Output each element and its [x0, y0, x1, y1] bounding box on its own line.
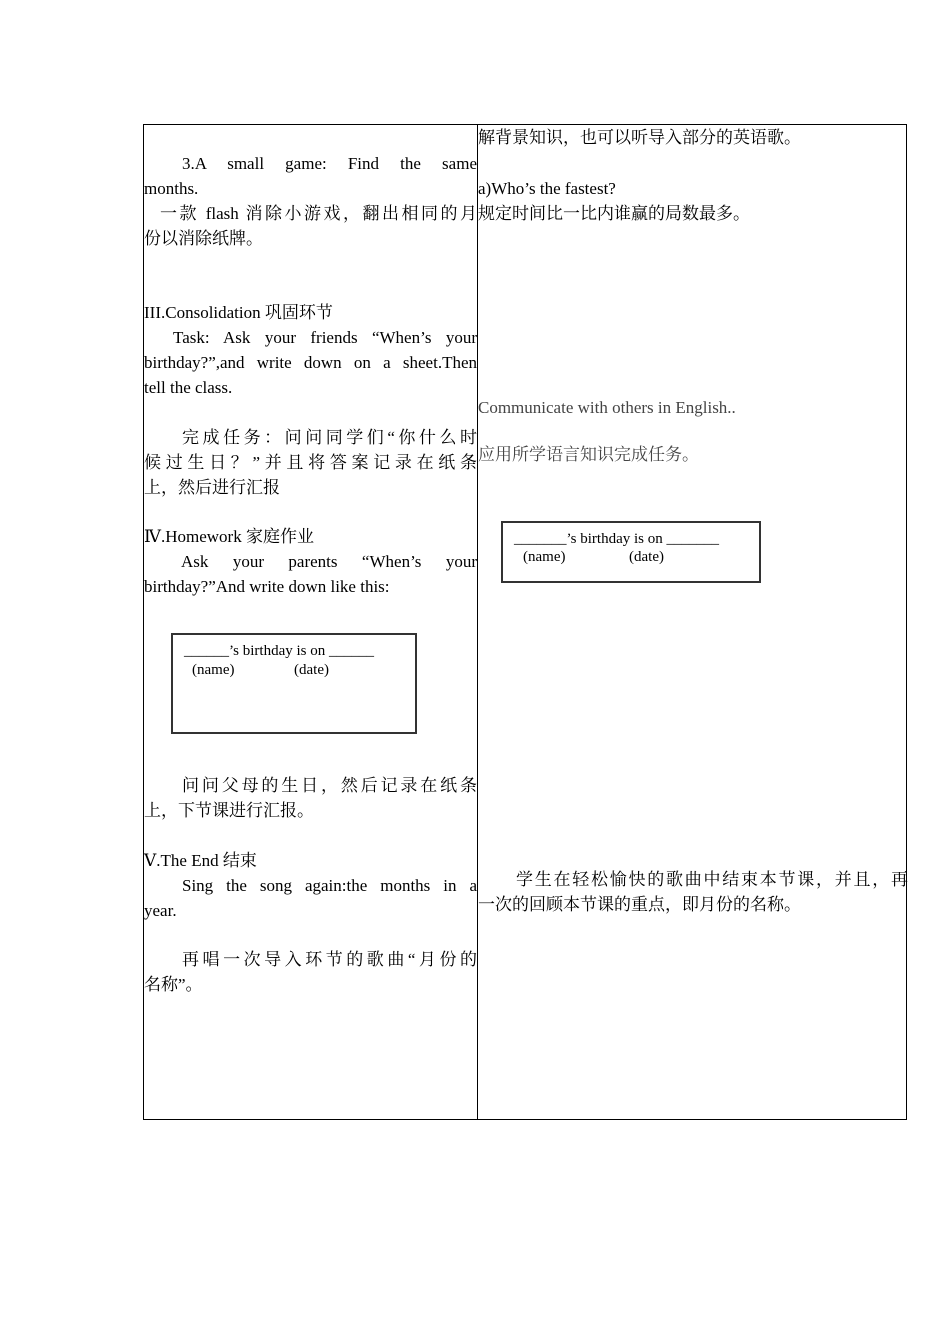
fastest-question: a)Who’s the fastest?	[478, 179, 616, 198]
task-box-name-label: (name)	[523, 549, 566, 565]
background-knowledge-line: 解背景知识，也可以听导入部分的英语歌。	[478, 128, 801, 147]
communicate-cn: 应用所学语言知识完成任务。	[478, 445, 699, 464]
end-summary-cn-line1: 学生在轻松愉快的歌曲中结束本节课，并且，再	[516, 870, 908, 889]
homework-line2: birthday?”And write down like this:	[144, 577, 390, 596]
right-column	[478, 125, 908, 1119]
homework-line1: Ask your parents “When’s your	[181, 552, 477, 571]
homework-heading: Ⅳ.Homework 家庭作业	[144, 527, 314, 546]
task-box-sentence: _______’s birthday is on _______	[514, 531, 719, 547]
left-column	[144, 125, 477, 1119]
task-sample-box	[501, 521, 761, 583]
end-line1: Sing the song again:the months in a	[182, 876, 477, 895]
task-cn-line2: 候过生日？”并且将答案记录在纸条	[144, 453, 477, 472]
task-cn-line3: 上，然后进行汇报	[144, 478, 280, 497]
end-line2: year.	[144, 901, 177, 920]
homework-cn-line2: 上，下节课进行汇报。	[144, 801, 314, 820]
lesson-plan-table	[143, 124, 907, 1120]
communicate-en: Communicate with others in English..	[478, 398, 736, 417]
game-title-line1: 3.A small game: Find the same	[182, 154, 477, 173]
end-cn-line1: 再唱一次导入环节的歌曲“月份的	[182, 950, 477, 969]
task-line1: Task: Ask your friends “When’s your	[173, 328, 477, 347]
end-cn-line2: 名称”。	[144, 975, 203, 994]
game-desc-cn-line2: 份以消除纸牌。	[144, 229, 263, 248]
fastest-cn: 规定时间比一比内谁赢的局数最多。	[478, 204, 750, 223]
game-desc-cn-line1: 一款 flash 消除小游戏，翻出相同的月	[160, 204, 477, 223]
game-title-line2: months.	[144, 179, 199, 198]
homework-box-name-label: (name)	[192, 662, 235, 678]
end-summary-cn-line2: 一次的回顾本节课的重点，即月份的名称。	[478, 895, 801, 914]
homework-box-date-label: (date)	[294, 662, 329, 678]
homework-sample-box	[171, 633, 417, 734]
task-box-date-label: (date)	[629, 549, 664, 565]
homework-box-sentence: ______’s birthday is on ______	[184, 643, 374, 659]
task-line2: birthday?”,and write down on a sheet.Then	[144, 353, 477, 372]
homework-cn-line1: 问问父母的生日，然后记录在纸条	[182, 776, 477, 795]
task-cn-line1: 完成任务：问问同学们“你什么时	[182, 428, 477, 447]
consolidation-heading: III.Consolidation 巩固环节	[144, 303, 333, 322]
task-line3: tell the class.	[144, 378, 233, 397]
end-heading: Ⅴ.The End 结束	[144, 851, 257, 870]
